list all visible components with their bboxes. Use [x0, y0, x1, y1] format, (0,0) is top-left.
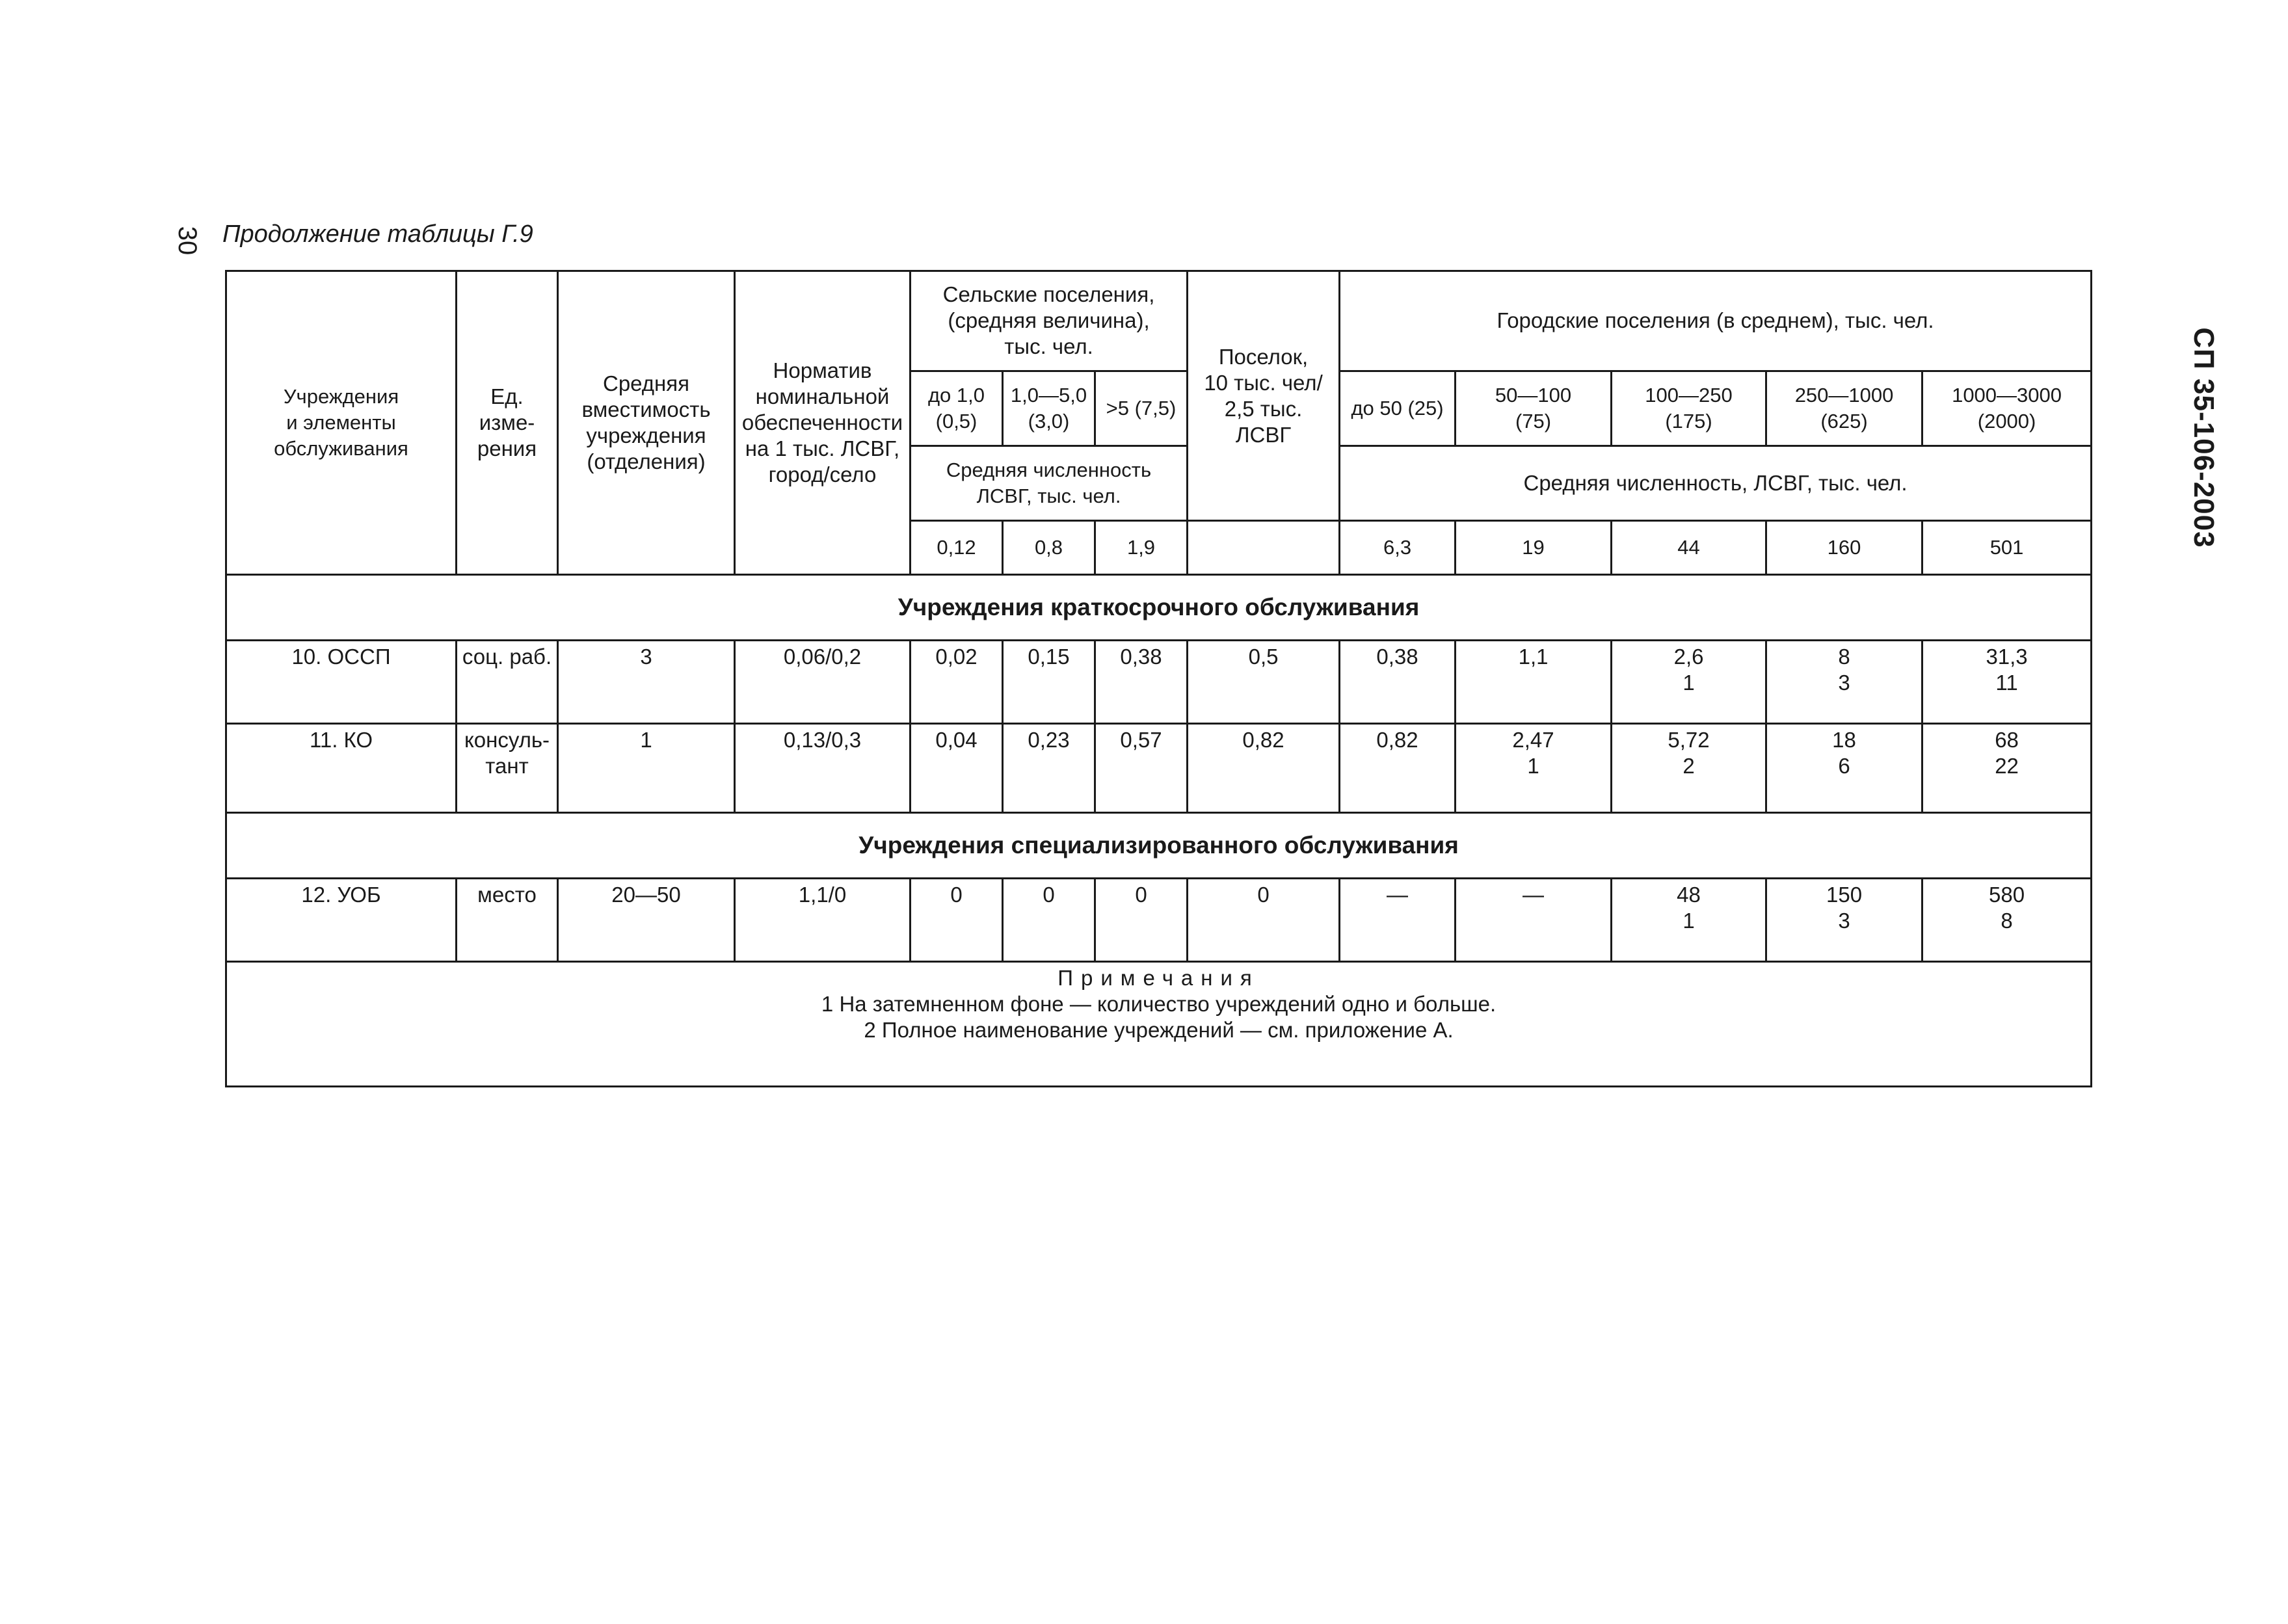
header-rural-size-1: до 1,0 (0,5) [911, 371, 1003, 446]
row-urban-value: 48 1 [1612, 879, 1766, 961]
table-caption: Продолжение таблицы Г.9 [222, 220, 533, 248]
rural-average-value: 0,12 [911, 521, 1003, 575]
row-urban-value: — [1456, 879, 1612, 961]
row-urban-value: 2,47 1 [1456, 723, 1612, 813]
rural-average-value: 0,8 [1003, 521, 1095, 575]
row-capacity: 3 [558, 641, 735, 723]
header-rural-size-2: 1,0—5,0 (3,0) [1003, 371, 1095, 446]
row-rural-value: 0 [1095, 879, 1188, 961]
row-name: 11. КО [226, 723, 457, 813]
row-norm: 1,1/0 [735, 879, 911, 961]
settlement-average-value [1188, 521, 1340, 575]
row-urban-value: 2,6 1 [1612, 641, 1766, 723]
row-urban-value: 31,3 11 [1922, 641, 2092, 723]
row-unit: соц. раб. [457, 641, 558, 723]
table-row [226, 879, 2092, 961]
section-title: Учреждения специализированного обслуживания [226, 813, 2092, 879]
row-urban-value: 8 3 [1766, 641, 1922, 723]
row-settlement-value: 0 [1188, 879, 1340, 961]
row-urban-value: 68 22 [1922, 723, 2092, 813]
document-code: СП 35-106-2003 [2188, 327, 2220, 548]
urban-average-value: 6,3 [1340, 521, 1456, 575]
row-settlement-value: 0,82 [1188, 723, 1340, 813]
header-unit: Ед. изме- рения [457, 271, 558, 575]
note-item: 2 Полное наименование учреждений — см. приложение А. [864, 1017, 1454, 1042]
row-rural-value: 0,23 [1003, 723, 1095, 813]
row-capacity: 20—50 [558, 879, 735, 961]
row-rural-value: 0 [911, 879, 1003, 961]
header-urban-average: Средняя численность, ЛСВГ, тыс. чел. [1340, 446, 2092, 520]
row-urban-value: 0,38 [1340, 641, 1456, 723]
row-rural-value: 0 [1003, 879, 1095, 961]
header-institutions: Учреждения и элементы обслуживания [226, 271, 457, 575]
note-item: 1 На затемненном фоне — количество учреждений одно и больше. [821, 991, 1497, 1016]
header-rural-average: Средняя численность ЛСВГ, тыс. чел. [911, 446, 1188, 520]
row-norm: 0,13/0,3 [735, 723, 911, 813]
table-row [226, 641, 2092, 723]
row-rural-value: 0,57 [1095, 723, 1188, 813]
row-settlement-value: 0,5 [1188, 641, 1340, 723]
page-number: 30 [173, 226, 202, 256]
row-urban-value: 0,82 [1340, 723, 1456, 813]
row-norm: 0,06/0,2 [735, 641, 911, 723]
row-name: 12. УОБ [226, 879, 457, 961]
row-unit: консуль- тант [457, 723, 558, 813]
row-rural-value: 0,04 [911, 723, 1003, 813]
row-capacity: 1 [558, 723, 735, 813]
header-urban-size-4: 250—1000 (625) [1766, 371, 1922, 446]
row-name: 10. ОССП [226, 641, 457, 723]
header-urban-size-2: 50—100 (75) [1456, 371, 1612, 446]
header-urban-size-1: до 50 (25) [1340, 371, 1456, 446]
row-urban-value: 580 8 [1922, 879, 2092, 961]
row-urban-value: 150 3 [1766, 879, 1922, 961]
row-urban-value: 18 6 [1766, 723, 1922, 813]
row-unit: место [457, 879, 558, 961]
table-row [226, 723, 2092, 813]
header-norm: Норматив номинальной обеспеченности на 1 тыс. ЛСВГ, город/село [735, 271, 911, 575]
row-rural-value: 0,38 [1095, 641, 1188, 723]
header-urban-size-3: 100—250 (175) [1612, 371, 1766, 446]
row-rural-value: 0,02 [911, 641, 1003, 723]
section-title: Учреждения краткосрочного обслуживания [226, 575, 2092, 641]
row-urban-value: — [1340, 879, 1456, 961]
header-settlement: Поселок, 10 тыс. чел/ 2,5 тыс. ЛСВГ [1188, 271, 1340, 521]
row-urban-value: 1,1 [1456, 641, 1612, 723]
header-urban: Городские поселения (в среднем), тыс. чел. [1340, 271, 2092, 371]
header-rural: Сельские поселения, (средняя величина), тыс. чел. [911, 271, 1188, 371]
row-rural-value: 0,15 [1003, 641, 1095, 723]
urban-average-value: 501 [1922, 521, 2092, 575]
urban-average-value: 44 [1612, 521, 1766, 575]
row-urban-value: 5,72 2 [1612, 723, 1766, 813]
norms-table [225, 270, 2092, 1087]
table-notes [226, 961, 2092, 1086]
rural-average-value: 1,9 [1095, 521, 1188, 575]
header-urban-size-5: 1000—3000 (2000) [1922, 371, 2092, 446]
notes-title: Примечания [1058, 965, 1260, 990]
header-capacity: Средняя вместимость учреждения (отделения) [558, 271, 735, 575]
urban-average-value: 160 [1766, 521, 1922, 575]
urban-average-value: 19 [1456, 521, 1612, 575]
header-rural-size-3: >5 (7,5) [1095, 371, 1188, 446]
